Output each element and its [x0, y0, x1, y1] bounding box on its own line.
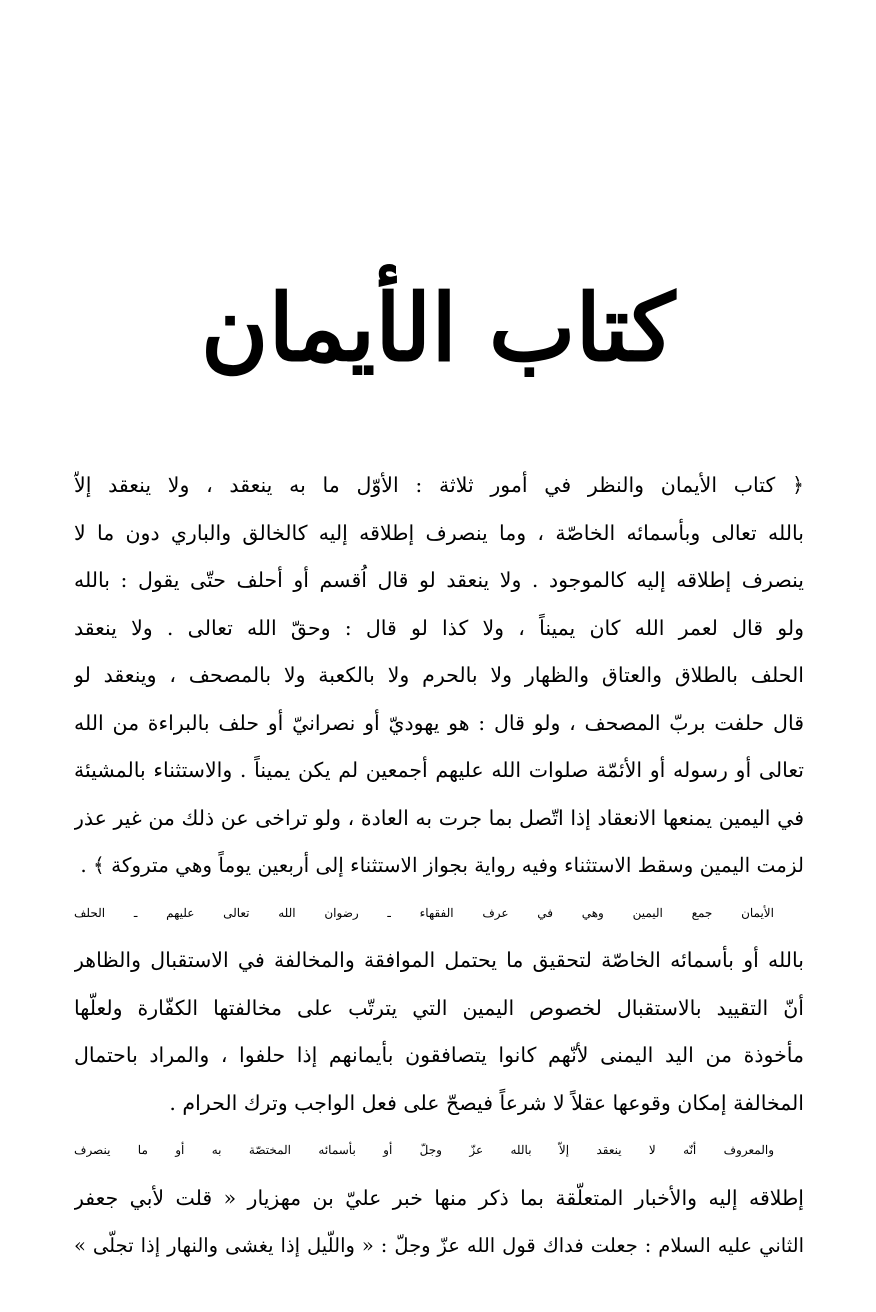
text-line-5: الحلف بالطلاق والعتاق والظهار ولا بالحرم ولا بالكعبة ولا بالمصحف ، وينعقد لو [74, 663, 804, 687]
text-line-3: ينصرف إطلاقه إليه كالموجود . ولا ينعقد لو قال اُقسم أو أحلف حتّى يقول : بالله [74, 568, 804, 592]
text-line-12: أنّ التقييد بالاستقبال لخصوص اليمين التي يترتّب على مخالفتها الكفّارة ولعلّها [74, 995, 804, 1020]
text-line-10: الأيمان جمع اليمين وهي في عرف الفقهاء ـ رضوان الله تعالى عليهم ـ الحلف [74, 905, 774, 920]
text-line-14: المخالفة إمكان وقوعها عقلاً لا شرعاً فيصحّ على فعل الواجب وترك الحرام . [169, 1090, 804, 1115]
body-text [74, 462, 804, 1270]
text-line-7: تعالى أو رسوله أو الأئمّة صلوات الله عليهم أجمعين لم يكن يميناً . والاستثناء بالمشيئة [74, 758, 804, 782]
text-line-2: بالله تعالى وبأسمائه الخاصّة ، وما ينصرف إطلاقه إليه كالخالق والباري دون ما لا [74, 520, 804, 545]
text-line-11: بالله أو بأسمائه الخاصّة لتحقيق ما يحتمل الموافقة والمخالفة في الاستقبال والظاهر [74, 948, 804, 972]
text-line-8: في اليمين يمنعها الانعقاد إذا اتّصل بما جرت به العادة ، ولو تراخى عن ذلك من غير عذر [74, 805, 804, 830]
text-line-4: ولو قال لعمر الله كان يميناً ، ولا كذا لو قال : وحقّ الله تعالى . ولا ينعقد [74, 615, 804, 640]
text-line-1: ﴿ كتاب الأيمان والنظر في أمور ثلاثة : الأوّل ما به ينعقد ، ولا ينعقد إلاّ [74, 473, 804, 497]
chapter-title: كتاب الأيمان [200, 274, 676, 382]
text-line-6: قال حلفت بربّ المصحف ، ولو قال : هو يهوديّ أو نصرانيّ أو حلف بالبراءة من الله [74, 710, 804, 735]
text-line-13: مأخوذة من اليد اليمنى لأنّهم كانوا يتصافقون بأيمانهم إذا حلفوا ، والمراد باحتمال [74, 1043, 804, 1067]
text-line-9: لزمت اليمين وسقط الاستثناء وفيه رواية بجواز الاستثناء إلى أربعين يوماً وهي متروكة ﴾ . [80, 853, 804, 877]
text-line-16: إطلاقه إليه والأخبار المتعلّقة بما ذكر منها خبر عليّ بن مهزيار « قلت لأبي جعفر [74, 1185, 804, 1210]
text-line-15: والمعروف أنّه لا ينعقد إلاّ بالله عزّ وجلّ أو بأسمائه المختصّة به أو ما ينصرف [74, 1143, 774, 1157]
text-line-17: الثاني عليه السلام : جعلت فداك قول الله عزّ وجلّ : « واللّيل إذا يغشى والنهار إذا تجلّى » [74, 1234, 804, 1257]
